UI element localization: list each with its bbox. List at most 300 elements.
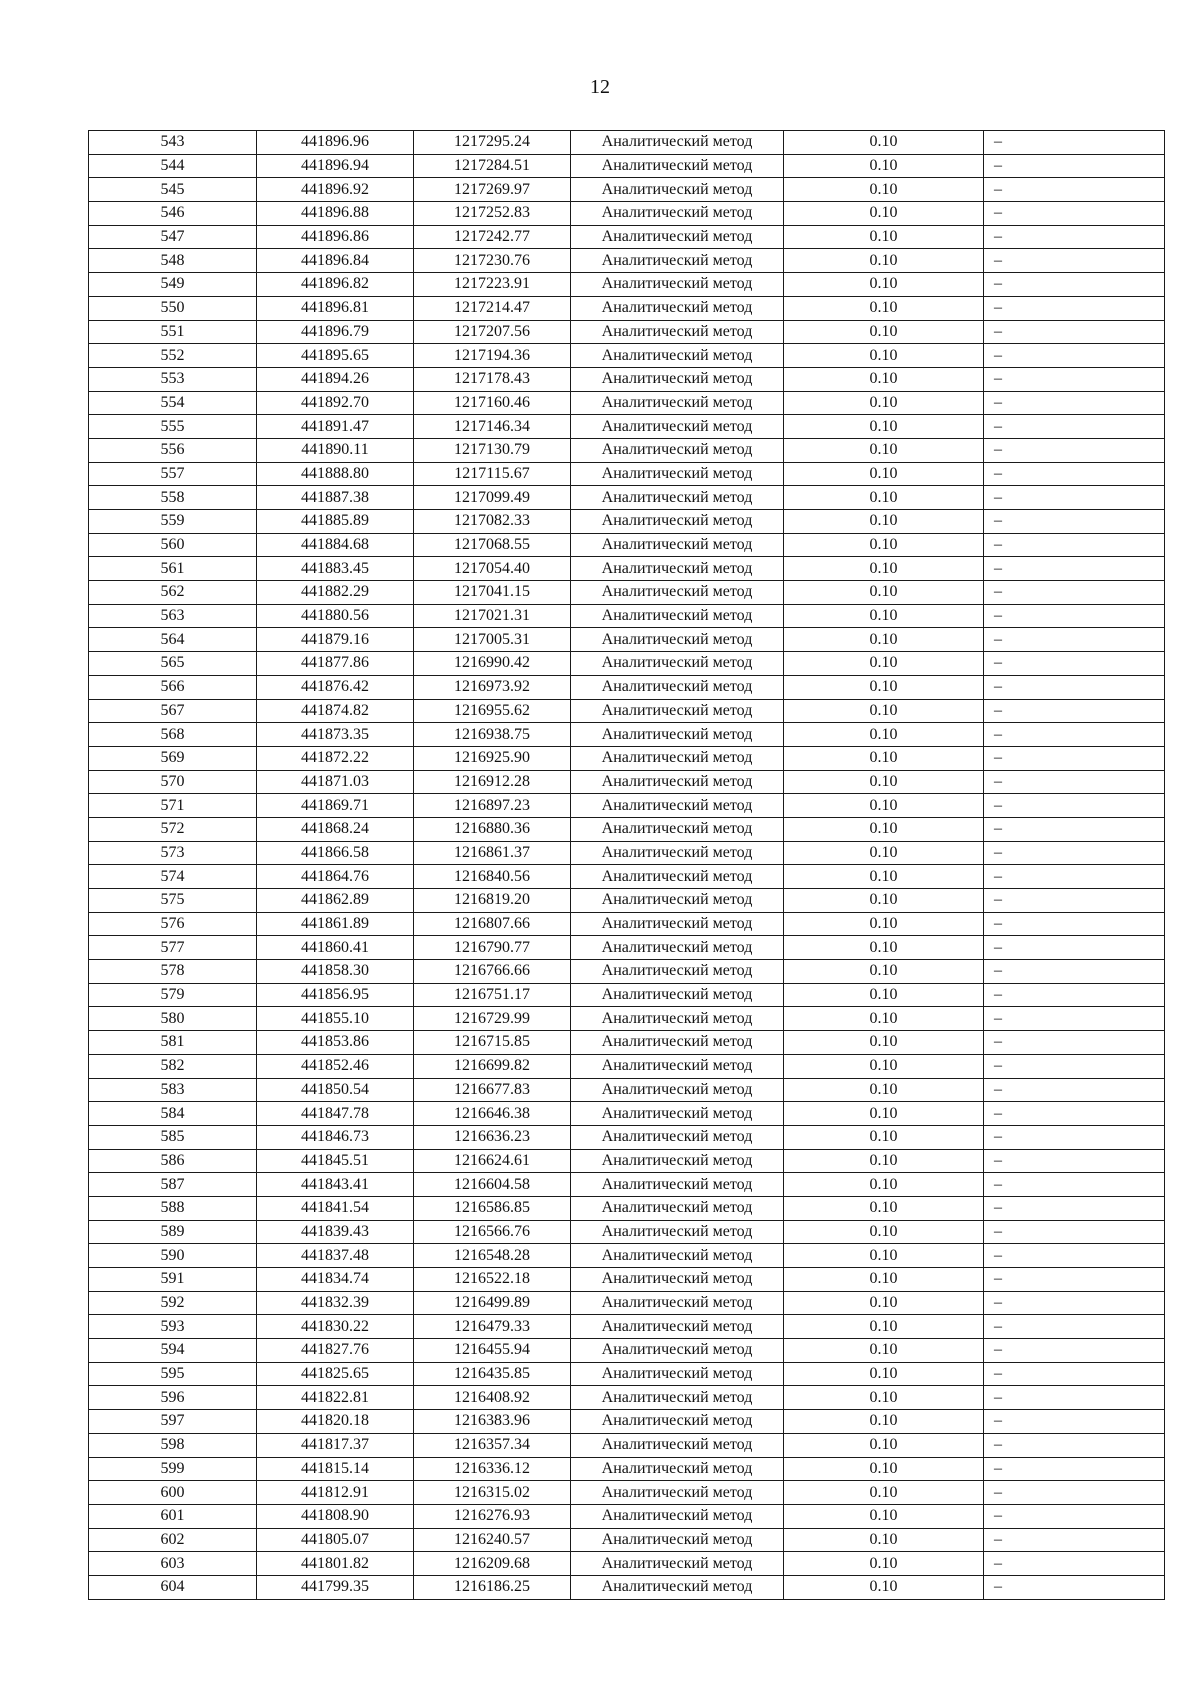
y-coordinate-cell: 1217214.47 [414, 296, 571, 320]
note-cell: – [984, 296, 1165, 320]
y-coordinate-cell: 1216499.89 [414, 1291, 571, 1315]
note-cell: – [984, 1244, 1165, 1268]
note-cell: – [984, 912, 1165, 936]
x-coordinate-cell: 441891.47 [257, 415, 414, 439]
note-cell: – [984, 344, 1165, 368]
y-coordinate-cell: 1216766.66 [414, 960, 571, 984]
x-coordinate-cell: 441896.81 [257, 296, 414, 320]
y-coordinate-cell: 1216925.90 [414, 746, 571, 770]
accuracy-cell: 0.10 [784, 960, 984, 984]
accuracy-cell: 0.10 [784, 1007, 984, 1031]
method-cell: Аналитический метод [571, 320, 784, 344]
method-cell: Аналитический метод [571, 1362, 784, 1386]
y-coordinate-cell: 1216990.42 [414, 652, 571, 676]
point-number-cell: 569 [89, 746, 257, 770]
table-row [89, 1244, 1165, 1268]
note-cell: – [984, 865, 1165, 889]
y-coordinate-cell: 1217178.43 [414, 367, 571, 391]
x-coordinate-cell: 441896.86 [257, 225, 414, 249]
accuracy-cell: 0.10 [784, 1457, 984, 1481]
x-coordinate-cell: 441884.68 [257, 533, 414, 557]
x-coordinate-cell: 441837.48 [257, 1244, 414, 1268]
x-coordinate-cell: 441820.18 [257, 1410, 414, 1434]
y-coordinate-cell: 1217082.33 [414, 510, 571, 534]
note-cell: – [984, 486, 1165, 510]
table-row [89, 1078, 1165, 1102]
y-coordinate-cell: 1217194.36 [414, 344, 571, 368]
note-cell: – [984, 1220, 1165, 1244]
table-row [89, 249, 1165, 273]
x-coordinate-cell: 441896.82 [257, 273, 414, 297]
y-coordinate-cell: 1216807.66 [414, 912, 571, 936]
point-number-cell: 552 [89, 344, 257, 368]
accuracy-cell: 0.10 [784, 746, 984, 770]
page-number: 12 [590, 76, 610, 98]
point-number-cell: 563 [89, 604, 257, 628]
point-number-cell: 572 [89, 817, 257, 841]
note-cell: – [984, 533, 1165, 557]
accuracy-cell: 0.10 [784, 675, 984, 699]
y-coordinate-cell: 1216357.34 [414, 1433, 571, 1457]
note-cell: – [984, 889, 1165, 913]
point-number-cell: 568 [89, 723, 257, 747]
x-coordinate-cell: 441864.76 [257, 865, 414, 889]
table-row [89, 1339, 1165, 1363]
accuracy-cell: 0.10 [784, 889, 984, 913]
point-number-cell: 598 [89, 1433, 257, 1457]
method-cell: Аналитический метод [571, 1244, 784, 1268]
table-row [89, 1410, 1165, 1434]
accuracy-cell: 0.10 [784, 510, 984, 534]
accuracy-cell: 0.10 [784, 604, 984, 628]
note-cell: – [984, 367, 1165, 391]
method-cell: Аналитический метод [571, 1386, 784, 1410]
y-coordinate-cell: 1217160.46 [414, 391, 571, 415]
table-row [89, 1196, 1165, 1220]
table-row [89, 628, 1165, 652]
accuracy-cell: 0.10 [784, 391, 984, 415]
note-cell: – [984, 628, 1165, 652]
note-cell: – [984, 675, 1165, 699]
method-cell: Аналитический метод [571, 652, 784, 676]
table-row [89, 983, 1165, 1007]
y-coordinate-cell: 1217207.56 [414, 320, 571, 344]
x-coordinate-cell: 441896.92 [257, 178, 414, 202]
point-number-cell: 578 [89, 960, 257, 984]
x-coordinate-cell: 441801.82 [257, 1552, 414, 1576]
x-coordinate-cell: 441805.07 [257, 1528, 414, 1552]
method-cell: Аналитический метод [571, 1007, 784, 1031]
accuracy-cell: 0.10 [784, 1291, 984, 1315]
method-cell: Аналитический метод [571, 1078, 784, 1102]
x-coordinate-cell: 441862.89 [257, 889, 414, 913]
y-coordinate-cell: 1216566.76 [414, 1220, 571, 1244]
x-coordinate-cell: 441894.26 [257, 367, 414, 391]
table-row [89, 770, 1165, 794]
method-cell: Аналитический метод [571, 178, 784, 202]
table-row [89, 202, 1165, 226]
method-cell: Аналитический метод [571, 1031, 784, 1055]
accuracy-cell: 0.10 [784, 817, 984, 841]
y-coordinate-cell: 1216435.85 [414, 1362, 571, 1386]
accuracy-cell: 0.10 [784, 438, 984, 462]
table-row [89, 746, 1165, 770]
method-cell: Аналитический метод [571, 1433, 784, 1457]
point-number-cell: 585 [89, 1125, 257, 1149]
point-number-cell: 560 [89, 533, 257, 557]
point-number-cell: 593 [89, 1315, 257, 1339]
method-cell: Аналитический метод [571, 154, 784, 178]
y-coordinate-cell: 1216455.94 [414, 1339, 571, 1363]
table-row [89, 225, 1165, 249]
y-coordinate-cell: 1217021.31 [414, 604, 571, 628]
x-coordinate-cell: 441896.88 [257, 202, 414, 226]
y-coordinate-cell: 1216880.36 [414, 817, 571, 841]
point-number-cell: 571 [89, 794, 257, 818]
table-row [89, 557, 1165, 581]
note-cell: – [984, 841, 1165, 865]
x-coordinate-cell: 441879.16 [257, 628, 414, 652]
method-cell: Аналитический метод [571, 1339, 784, 1363]
y-coordinate-cell: 1216336.12 [414, 1457, 571, 1481]
note-cell: – [984, 391, 1165, 415]
y-coordinate-cell: 1216729.99 [414, 1007, 571, 1031]
table-row [89, 652, 1165, 676]
table-row [89, 604, 1165, 628]
table-row [89, 367, 1165, 391]
note-cell: – [984, 936, 1165, 960]
point-number-cell: 562 [89, 581, 257, 605]
note-cell: – [984, 1386, 1165, 1410]
x-coordinate-cell: 441846.73 [257, 1125, 414, 1149]
table-row [89, 960, 1165, 984]
table-row [89, 1102, 1165, 1126]
table-row [89, 1031, 1165, 1055]
point-number-cell: 577 [89, 936, 257, 960]
x-coordinate-cell: 441845.51 [257, 1149, 414, 1173]
point-number-cell: 600 [89, 1481, 257, 1505]
point-number-cell: 570 [89, 770, 257, 794]
y-coordinate-cell: 1216938.75 [414, 723, 571, 747]
x-coordinate-cell: 441860.41 [257, 936, 414, 960]
table-row [89, 1315, 1165, 1339]
accuracy-cell: 0.10 [784, 1315, 984, 1339]
note-cell: – [984, 202, 1165, 226]
y-coordinate-cell: 1217005.31 [414, 628, 571, 652]
accuracy-cell: 0.10 [784, 462, 984, 486]
point-number-cell: 566 [89, 675, 257, 699]
method-cell: Аналитический метод [571, 889, 784, 913]
note-cell: – [984, 1007, 1165, 1031]
accuracy-cell: 0.10 [784, 699, 984, 723]
y-coordinate-cell: 1216840.56 [414, 865, 571, 889]
point-number-cell: 547 [89, 225, 257, 249]
accuracy-cell: 0.10 [784, 1339, 984, 1363]
note-cell: – [984, 462, 1165, 486]
x-coordinate-cell: 441873.35 [257, 723, 414, 747]
method-cell: Аналитический метод [571, 581, 784, 605]
method-cell: Аналитический метод [571, 1054, 784, 1078]
note-cell: – [984, 1481, 1165, 1505]
x-coordinate-cell: 441815.14 [257, 1457, 414, 1481]
accuracy-cell: 0.10 [784, 1244, 984, 1268]
x-coordinate-cell: 441892.70 [257, 391, 414, 415]
table-row [89, 841, 1165, 865]
x-coordinate-cell: 441841.54 [257, 1196, 414, 1220]
y-coordinate-cell: 1216240.57 [414, 1528, 571, 1552]
x-coordinate-cell: 441843.41 [257, 1173, 414, 1197]
table-row [89, 912, 1165, 936]
point-number-cell: 546 [89, 202, 257, 226]
coordinates-table [88, 130, 1165, 1600]
accuracy-cell: 0.10 [784, 1054, 984, 1078]
accuracy-cell: 0.10 [784, 533, 984, 557]
y-coordinate-cell: 1217146.34 [414, 415, 571, 439]
accuracy-cell: 0.10 [784, 1504, 984, 1528]
method-cell: Аналитический метод [571, 841, 784, 865]
table-row [89, 438, 1165, 462]
y-coordinate-cell: 1217041.15 [414, 581, 571, 605]
method-cell: Аналитический метод [571, 746, 784, 770]
note-cell: – [984, 983, 1165, 1007]
table-row [89, 510, 1165, 534]
x-coordinate-cell: 441850.54 [257, 1078, 414, 1102]
y-coordinate-cell: 1216715.85 [414, 1031, 571, 1055]
accuracy-cell: 0.10 [784, 1268, 984, 1292]
method-cell: Аналитический метод [571, 794, 784, 818]
method-cell: Аналитический метод [571, 367, 784, 391]
y-coordinate-cell: 1217230.76 [414, 249, 571, 273]
note-cell: – [984, 1457, 1165, 1481]
y-coordinate-cell: 1217284.51 [414, 154, 571, 178]
point-number-cell: 591 [89, 1268, 257, 1292]
x-coordinate-cell: 441896.94 [257, 154, 414, 178]
table-row [89, 273, 1165, 297]
point-number-cell: 553 [89, 367, 257, 391]
method-cell: Аналитический метод [571, 865, 784, 889]
table-row [89, 1125, 1165, 1149]
table-row [89, 699, 1165, 723]
y-coordinate-cell: 1216955.62 [414, 699, 571, 723]
note-cell: – [984, 131, 1165, 155]
note-cell: – [984, 581, 1165, 605]
table-row [89, 675, 1165, 699]
accuracy-cell: 0.10 [784, 1102, 984, 1126]
method-cell: Аналитический метод [571, 675, 784, 699]
accuracy-cell: 0.10 [784, 344, 984, 368]
x-coordinate-cell: 441869.71 [257, 794, 414, 818]
table-row [89, 462, 1165, 486]
x-coordinate-cell: 441888.80 [257, 462, 414, 486]
table-row [89, 1268, 1165, 1292]
accuracy-cell: 0.10 [784, 652, 984, 676]
method-cell: Аналитический метод [571, 1528, 784, 1552]
accuracy-cell: 0.10 [784, 1078, 984, 1102]
table-row [89, 1457, 1165, 1481]
note-cell: – [984, 320, 1165, 344]
accuracy-cell: 0.10 [784, 628, 984, 652]
note-cell: – [984, 794, 1165, 818]
note-cell: – [984, 1102, 1165, 1126]
table-row [89, 486, 1165, 510]
y-coordinate-cell: 1216636.23 [414, 1125, 571, 1149]
y-coordinate-cell: 1216790.77 [414, 936, 571, 960]
point-number-cell: 558 [89, 486, 257, 510]
point-number-cell: 557 [89, 462, 257, 486]
note-cell: – [984, 1315, 1165, 1339]
method-cell: Аналитический метод [571, 1315, 784, 1339]
x-coordinate-cell: 441887.38 [257, 486, 414, 510]
method-cell: Аналитический метод [571, 960, 784, 984]
method-cell: Аналитический метод [571, 296, 784, 320]
method-cell: Аналитический метод [571, 557, 784, 581]
point-number-cell: 576 [89, 912, 257, 936]
method-cell: Аналитический метод [571, 1457, 784, 1481]
x-coordinate-cell: 441856.95 [257, 983, 414, 1007]
coordinates-table-body [89, 131, 1165, 1600]
note-cell: – [984, 1575, 1165, 1599]
method-cell: Аналитический метод [571, 1552, 784, 1576]
accuracy-cell: 0.10 [784, 936, 984, 960]
y-coordinate-cell: 1216699.82 [414, 1054, 571, 1078]
point-number-cell: 583 [89, 1078, 257, 1102]
method-cell: Аналитический метод [571, 770, 784, 794]
accuracy-cell: 0.10 [784, 1196, 984, 1220]
point-number-cell: 564 [89, 628, 257, 652]
point-number-cell: 594 [89, 1339, 257, 1363]
note-cell: – [984, 817, 1165, 841]
accuracy-cell: 0.10 [784, 912, 984, 936]
table-row [89, 1173, 1165, 1197]
note-cell: – [984, 1291, 1165, 1315]
y-coordinate-cell: 1216586.85 [414, 1196, 571, 1220]
x-coordinate-cell: 441839.43 [257, 1220, 414, 1244]
note-cell: – [984, 1268, 1165, 1292]
y-coordinate-cell: 1217099.49 [414, 486, 571, 510]
y-coordinate-cell: 1216897.23 [414, 794, 571, 818]
note-cell: – [984, 699, 1165, 723]
method-cell: Аналитический метод [571, 510, 784, 534]
accuracy-cell: 0.10 [784, 296, 984, 320]
y-coordinate-cell: 1216186.25 [414, 1575, 571, 1599]
accuracy-cell: 0.10 [784, 1220, 984, 1244]
y-coordinate-cell: 1216646.38 [414, 1102, 571, 1126]
point-number-cell: 580 [89, 1007, 257, 1031]
method-cell: Аналитический метод [571, 1149, 784, 1173]
note-cell: – [984, 1410, 1165, 1434]
point-number-cell: 602 [89, 1528, 257, 1552]
table-row [89, 1528, 1165, 1552]
table-row [89, 581, 1165, 605]
y-coordinate-cell: 1216861.37 [414, 841, 571, 865]
x-coordinate-cell: 441874.82 [257, 699, 414, 723]
point-number-cell: 561 [89, 557, 257, 581]
x-coordinate-cell: 441855.10 [257, 1007, 414, 1031]
table-row [89, 1149, 1165, 1173]
table-row [89, 723, 1165, 747]
point-number-cell: 545 [89, 178, 257, 202]
accuracy-cell: 0.10 [784, 1362, 984, 1386]
note-cell: – [984, 273, 1165, 297]
accuracy-cell: 0.10 [784, 1125, 984, 1149]
y-coordinate-cell: 1217252.83 [414, 202, 571, 226]
point-number-cell: 550 [89, 296, 257, 320]
accuracy-cell: 0.10 [784, 1386, 984, 1410]
method-cell: Аналитический метод [571, 628, 784, 652]
accuracy-cell: 0.10 [784, 1031, 984, 1055]
x-coordinate-cell: 441880.56 [257, 604, 414, 628]
point-number-cell: 586 [89, 1149, 257, 1173]
accuracy-cell: 0.10 [784, 581, 984, 605]
table-row [89, 1386, 1165, 1410]
point-number-cell: 575 [89, 889, 257, 913]
accuracy-cell: 0.10 [784, 1433, 984, 1457]
table-row [89, 1291, 1165, 1315]
note-cell: – [984, 1362, 1165, 1386]
point-number-cell: 601 [89, 1504, 257, 1528]
x-coordinate-cell: 441896.84 [257, 249, 414, 273]
y-coordinate-cell: 1217295.24 [414, 131, 571, 155]
y-coordinate-cell: 1217242.77 [414, 225, 571, 249]
y-coordinate-cell: 1216315.02 [414, 1481, 571, 1505]
y-coordinate-cell: 1217068.55 [414, 533, 571, 557]
point-number-cell: 581 [89, 1031, 257, 1055]
y-coordinate-cell: 1216479.33 [414, 1315, 571, 1339]
x-coordinate-cell: 441876.42 [257, 675, 414, 699]
point-number-cell: 599 [89, 1457, 257, 1481]
x-coordinate-cell: 441877.86 [257, 652, 414, 676]
accuracy-cell: 0.10 [784, 225, 984, 249]
accuracy-cell: 0.10 [784, 273, 984, 297]
table-row [89, 344, 1165, 368]
note-cell: – [984, 723, 1165, 747]
x-coordinate-cell: 441852.46 [257, 1054, 414, 1078]
note-cell: – [984, 154, 1165, 178]
method-cell: Аналитический метод [571, 391, 784, 415]
x-coordinate-cell: 441822.81 [257, 1386, 414, 1410]
method-cell: Аналитический метод [571, 225, 784, 249]
point-number-cell: 590 [89, 1244, 257, 1268]
y-coordinate-cell: 1216819.20 [414, 889, 571, 913]
method-cell: Аналитический метод [571, 723, 784, 747]
y-coordinate-cell: 1216751.17 [414, 983, 571, 1007]
table-row [89, 865, 1165, 889]
point-number-cell: 588 [89, 1196, 257, 1220]
note-cell: – [984, 1031, 1165, 1055]
accuracy-cell: 0.10 [784, 794, 984, 818]
note-cell: – [984, 415, 1165, 439]
y-coordinate-cell: 1217054.40 [414, 557, 571, 581]
note-cell: – [984, 249, 1165, 273]
method-cell: Аналитический метод [571, 533, 784, 557]
x-coordinate-cell: 441825.65 [257, 1362, 414, 1386]
note-cell: – [984, 1173, 1165, 1197]
y-coordinate-cell: 1216677.83 [414, 1078, 571, 1102]
point-number-cell: 548 [89, 249, 257, 273]
method-cell: Аналитический метод [571, 1102, 784, 1126]
y-coordinate-cell: 1216548.28 [414, 1244, 571, 1268]
accuracy-cell: 0.10 [784, 178, 984, 202]
note-cell: – [984, 960, 1165, 984]
x-coordinate-cell: 441896.96 [257, 131, 414, 155]
point-number-cell: 544 [89, 154, 257, 178]
point-number-cell: 567 [89, 699, 257, 723]
table-row [89, 1054, 1165, 1078]
accuracy-cell: 0.10 [784, 1410, 984, 1434]
table-row [89, 1552, 1165, 1576]
note-cell: – [984, 178, 1165, 202]
point-number-cell: 589 [89, 1220, 257, 1244]
